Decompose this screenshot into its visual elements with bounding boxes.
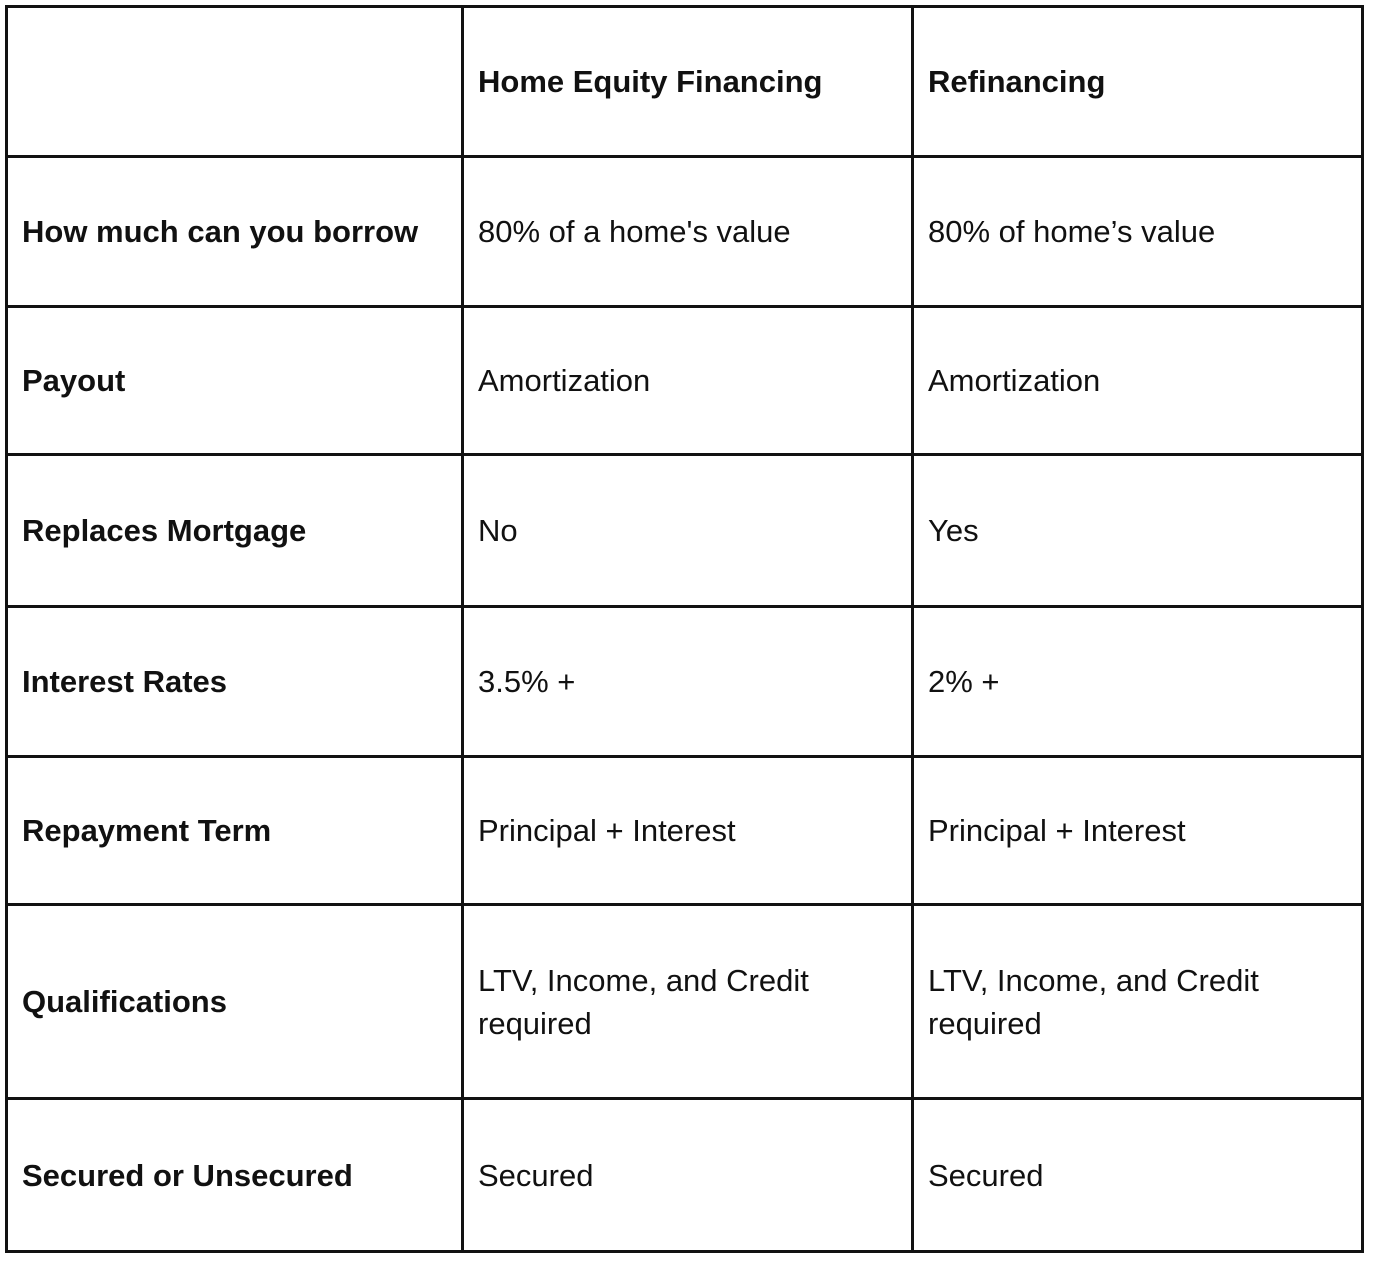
row-label: Secured or Unsecured bbox=[7, 1099, 463, 1252]
refinancing-cell: Yes bbox=[913, 455, 1363, 607]
refinancing-cell: Amortization bbox=[913, 307, 1363, 455]
refinancing-cell: LTV, Income, and Credit required bbox=[913, 905, 1363, 1099]
row-label: Payout bbox=[7, 307, 463, 455]
row-label: How much can you borrow bbox=[7, 157, 463, 307]
home-equity-cell: Amortization bbox=[463, 307, 913, 455]
row-label: Repayment Term bbox=[7, 757, 463, 905]
header-home-equity-financing: Home Equity Financing bbox=[463, 7, 913, 157]
home-equity-cell: 80% of a home's value bbox=[463, 157, 913, 307]
refinancing-cell: 80% of home’s value bbox=[913, 157, 1363, 307]
table-row bbox=[7, 905, 1363, 1099]
table-row bbox=[7, 757, 1363, 905]
refinancing-cell: Secured bbox=[913, 1099, 1363, 1252]
table-header-row bbox=[7, 7, 1363, 157]
table-row bbox=[7, 1099, 1363, 1252]
home-equity-cell: Principal + Interest bbox=[463, 757, 913, 905]
refinancing-cell: Principal + Interest bbox=[913, 757, 1363, 905]
refinancing-cell: 2% + bbox=[913, 607, 1363, 757]
comparison-table bbox=[5, 5, 1364, 1253]
header-refinancing: Refinancing bbox=[913, 7, 1363, 157]
table-row bbox=[7, 455, 1363, 607]
row-label: Replaces Mortgage bbox=[7, 455, 463, 607]
home-equity-cell: 3.5% + bbox=[463, 607, 913, 757]
home-equity-cell: No bbox=[463, 455, 913, 607]
table-row bbox=[7, 307, 1363, 455]
table-row bbox=[7, 157, 1363, 307]
row-label: Qualifications bbox=[7, 905, 463, 1099]
header-cell-empty bbox=[7, 7, 463, 157]
home-equity-cell: LTV, Income, and Credit required bbox=[463, 905, 913, 1099]
home-equity-cell: Secured bbox=[463, 1099, 913, 1252]
row-label: Interest Rates bbox=[7, 607, 463, 757]
table-row bbox=[7, 607, 1363, 757]
